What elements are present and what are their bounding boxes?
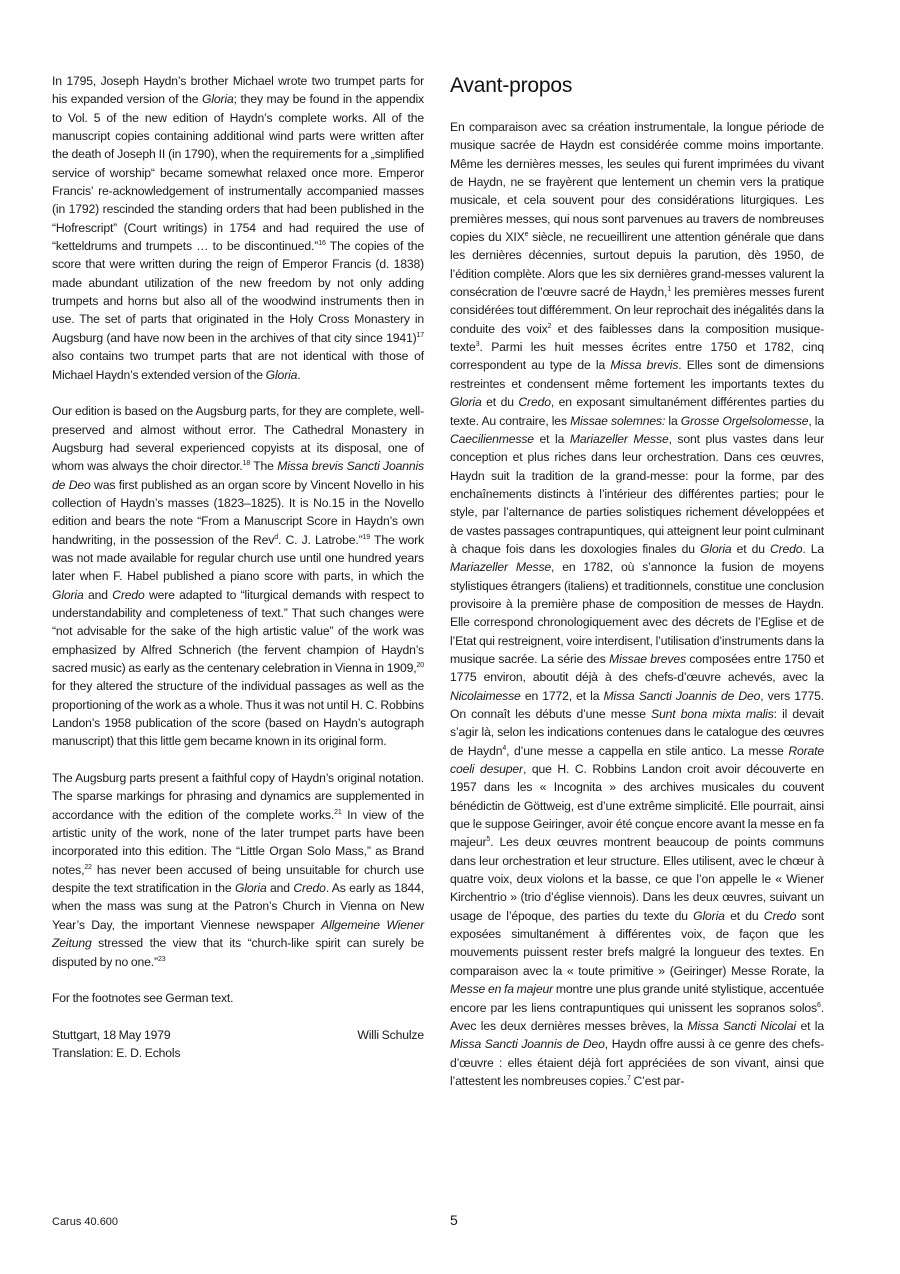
text-run: and (266, 881, 294, 896)
text-run: . As early as 1844, when the mass was sung at the Patron’s Church in Vienna on New Year’s Day, the important Viennese newspaper (52, 881, 425, 932)
italic-title: Rorate coeli desuper (450, 743, 824, 777)
italic-title: Gloria (265, 367, 298, 382)
text-run: composées entre 1750 et 1775 environ, aboutit déjà à des chefs-d’œuvre achevés, avec la (450, 651, 824, 685)
text-run: and (83, 587, 113, 602)
french-heading: Avant-propos (450, 74, 573, 97)
page-number: 5 (450, 1212, 458, 1228)
text-run: In 1795, Joseph Haydn’s brother Michael wrote two trumpet parts for his expanded version of the (52, 74, 424, 107)
text-run: . Parmi les huit messes écrites entre 1750 et 1782, cinq correspondent au type de la (450, 340, 824, 373)
english-paragraph-2 (52, 402, 424, 751)
text-run: , vers 1775. On connaît les débuts d’une messe (450, 688, 824, 721)
footnote-ref: 21 (334, 808, 342, 816)
french-paragraph-1 (450, 118, 824, 1090)
italic-title: Missa Sancti Nicolai (687, 1018, 796, 1033)
text-run: , en 1782, où s’annonce la fusion de moyens stylistiques étrangers (italiens) et traditionnels, constitue une conclusion provisoire à la première phase de composition de messes de Haydn. Elle correspond chronologiquement avec des décrets de l’Eglise et de l’Etat qui restreignent, voire interdisent, l’utilisation d’instruments dans la musique sacrée. La série des (450, 560, 824, 666)
text-run: In view of the artistic unity of the work, none of the later trumpet parts have been incorporated into this edition. The “Little Organ Solo Mass,” as Brand notes, (52, 807, 424, 877)
author-name: Willi Schulze (357, 1027, 424, 1042)
italic-title: Missa Sancti Joannis de Deo (603, 688, 761, 703)
italic-title: Messe en fa majeur (450, 982, 554, 997)
text-run: . C. J. Latrobe.” (277, 532, 363, 547)
italic-title: Gloria (699, 541, 732, 556)
italic-title: Credo (769, 541, 803, 556)
text-run: Our edition is based on the Augsburg parts, for they are complete, well-preserved and almost without error. The Cathedral Monastery in Augsburg had several experienced copyists at its disposal, one of whom was always the choir director. (52, 404, 424, 474)
italic-title: Mariazeller Messe (569, 431, 669, 446)
text-run: stressed the view that its “church-like spirit can surely be disputed by no one.” (52, 936, 424, 969)
text-run: . Avec les deux dernières messes brèves, la (450, 1000, 824, 1033)
italic-title: Credo (112, 587, 145, 602)
text-run: , d’une messe a cappella en stile antico. La messe (506, 743, 789, 758)
footnote-ref: 16 (318, 240, 326, 248)
english-paragraph-3 (52, 769, 424, 971)
text-run: The work was not made available for regular church use until one hundred years later when F. Habel published a piano score with parts, in which the (52, 532, 424, 584)
english-column (52, 72, 424, 1063)
text-run: , sont plus vastes dans leur conception et plus riches dans leur orchestration. Dans ces œuvres, Haydn suit la tradition de la grand-messe: pour la forme, par des enchaînements distincts à l’intérieur des différentes parties; pour le style, par l’alternance de parties solistiques richement développées et de vastes passages contrapuntiques, qui atteignent leur point culminant à chaque fois dans les doxologies finales du (450, 431, 824, 556)
catalog-number: Carus 40.600 (52, 1216, 119, 1228)
french-column (450, 118, 824, 1090)
text-run: et du (731, 541, 770, 556)
english-paragraph-1 (52, 72, 424, 384)
italic-title: Missae breves (609, 651, 686, 666)
italic-title: Gloria (450, 395, 482, 410)
text-run: . Elles sont de dimensions restreintes et condensent même fortement les importants textes du (450, 358, 825, 391)
text-run: . (297, 367, 301, 382)
italic-title: Gloria (234, 881, 267, 896)
text-run: The copies of the score that were written during the reign of Emperor Francis (d. 1838) made abundant utilization of the new freedom by not only adding trumpets and horns but also all of the woodwind instruments then in use. The set of parts that originated in the Holy Cross Monastery in Augsburg (and have now been in the archives of that city since 1941) (52, 239, 424, 345)
text-run: . La (802, 541, 824, 556)
text-run: sont exposées simultanément à différentes voix, de façon que les mouvements puissent rester brefs malgré la longueur des textes. En comparaison avec la « toute primitive » (Geiringer) Messe Rorate, la (450, 908, 824, 978)
italic-title: Gloria (693, 908, 725, 923)
footnote-ref: 22 (84, 863, 92, 871)
italic-title: Missae solemnes: (570, 413, 666, 428)
translator-credit: Translation: E. D. Echols (52, 1046, 181, 1061)
footnote-ref: d (274, 533, 278, 541)
footnote-ref: 6 (817, 1001, 821, 1009)
text-run: En comparaison avec sa création instrumentale, la longue période de musique sacrée de Haydn est considérée comme moins importante. Même les dernières messes, les seules qui furent imprimées du vivant de Haydn, ne se frayèrent que lentement un chemin vers la pratique musicale, et cela souvent pour des considérations liturgiques. Les premières messes, qui nous sont parvenues au travers de nombreuses copies du XIX (450, 120, 824, 245)
text-run: , que H. C. Robbins Landon croit avoir découverte en 1957 dans les « Incognita » des archives musicales du couvent bénédictin de Göttweig, est d’une extrême simplicité. Elle pourrait, ainsi que le suppose Geiringer, avoir été conçue encore avant la messe en fa majeur (450, 762, 825, 850)
italic-title: Grosse Orgelsolomesse (680, 413, 809, 428)
text-run: et la (795, 1018, 824, 1033)
footnote-ref: e (524, 231, 529, 238)
footnote-ref: 20 (416, 661, 424, 669)
text-run: et du (481, 395, 519, 410)
text-run: ; they may be found in the appendix to Vol. 5 of the new edition of Haydn’s complete works. All of the manuscript copies containing additional wind parts were written after the death of Joseph II (in 1790), when the requirements for a „simplified service of worship“ became somewhat relaxed once more. Emperor Francis’ re-acknowledgement of instrumentally accompanied masses (in 1792) rescinded the standing orders that had been published in the “Hofrescript” (Court writings) in 1754 and had required the use of “ketteldrums and trumpets … to be discontinued.” (52, 92, 424, 254)
text-run: The (250, 459, 278, 474)
footnote-ref: 2 (547, 322, 552, 330)
text-run: et la (533, 431, 570, 446)
footnote-ref: 4 (502, 744, 507, 752)
text-run: were adapted to “liturgical demands with respect to understandability and completeness of text.” That such changes were “not advisable for the sake of the high artistic value” of the work was emphasized by Alfred Schnerich (the fervent champion of Haydn’s sacred music) as early as the centenary celebration in Vienna in 1909, (52, 587, 424, 675)
footnote-ref: 23 (157, 955, 166, 963)
footnote-ref: 1 (667, 286, 672, 294)
text-run: also contains two trumpet parts that are not identical with those of Michael Haydn’s extended version of the (52, 349, 424, 382)
text-run: : il devait s’agir là, selon les indications contenues dans le catalogue des œuvres de Haydn (450, 707, 825, 758)
text-run: et du (724, 908, 764, 923)
text-run: , la (808, 413, 824, 428)
footnote-ref: 17 (416, 331, 424, 339)
footnote-ref: 5 (486, 836, 491, 844)
text-run: en 1772, et la (520, 688, 604, 703)
text-run: la (665, 413, 681, 428)
text-run: for they altered the structure of the individual passages as well as the proportioning of the work as a whole. Thus it was not until H. C. Robbins Landon’s 1958 publication of the score (based on Haydn’s autograph manuscript) that this little gem became known in its original form. (52, 679, 424, 749)
text-run: The Augsburg parts present a faithful copy of Haydn’s original notation. The sparse markings for phrasing and dynamics are supplemented in accordance with the edition of the complete works. (52, 771, 424, 822)
italic-title: Mariazeller Messe (450, 560, 552, 575)
text-run: has never been accused of being unsuitable for church use despite the text stratification in the (52, 862, 424, 896)
text-run: . Les deux œuvres montrent beaucoup de points communs dans leur orchestration et leur structure. Elles utilisent, avec le chœur à quatre voix, deux violons et la basse, ce que l’on appelle le « Wiener Kirchentrio » (trio d’église viennois). Dans les deux œuvres, suivant un usage de l’époque, des parties du texte du (450, 835, 824, 923)
footnote-ref: 7 (627, 1074, 631, 1082)
italic-title: Allgemeine Wiener Zeitung (52, 917, 424, 951)
text-run: montre une plus grande unité stylistique, accentuée encore par les liens contrapuntiques qui unissent les sopranos solos (450, 982, 824, 1015)
place-date: Stuttgart, 18 May 1979 (52, 1027, 171, 1042)
footnote-ref: 19 (362, 533, 370, 541)
italic-title: Nicolaimesse (450, 688, 521, 703)
text-run: , en exposant simultanément différentes parties du texte. Au contraire, les (450, 395, 824, 428)
italic-title: Gloria (202, 92, 234, 107)
italic-title: Caecilienmesse (450, 431, 534, 446)
text-run: , Haydn offre aussi à ce genre des chefs-d’œuvre : elles étaient déjà fort appréciées de son vivant, ainsi que l’attestent les nombreuses copies. (450, 1037, 824, 1088)
text-run: et des faiblesses dans la composition musique-texte (450, 321, 825, 355)
text-run: was first published as an organ score by Vincent Novello in his collection of Haydn’s masses (1823–1825). It is No.15 in the Novello edition and bears the note “From a Manuscript Score in Haydn’s own handwriting, in the possession of the Rev (52, 477, 424, 547)
italic-title: Missa brevis Sancti Joannis de Deo (52, 459, 424, 492)
italic-title: Credo (763, 908, 797, 923)
text-run: siècle, ne recueillirent une attention générale que dans les dernières décennies, surtout depuis la parution, dès 1950, de l’édition complète. Alors que les six dernières grand-messes valurent la consécration de l’œuvre sacré de Haydn, (450, 230, 824, 300)
italic-title: Missa Sancti Joannis de Deo (450, 1037, 605, 1052)
italic-title: Gloria (52, 587, 84, 602)
footnote-ref: 18 (242, 460, 251, 468)
text-run: les premières messes furent considérées tout différemment. On leur reprochait des inégalités dans la conduite des voix (450, 285, 825, 336)
footnote-note: For the footnotes see German text. (52, 991, 234, 1006)
italic-title: Credo (293, 881, 326, 896)
text-run: C’est par- (630, 1073, 685, 1088)
italic-title: Credo (518, 395, 551, 410)
signature-block (52, 1026, 424, 1063)
footnote-ref: 3 (475, 341, 480, 349)
italic-title: Sunt bona mixta malis (651, 707, 774, 721)
italic-title: Missa brevis (610, 358, 679, 373)
